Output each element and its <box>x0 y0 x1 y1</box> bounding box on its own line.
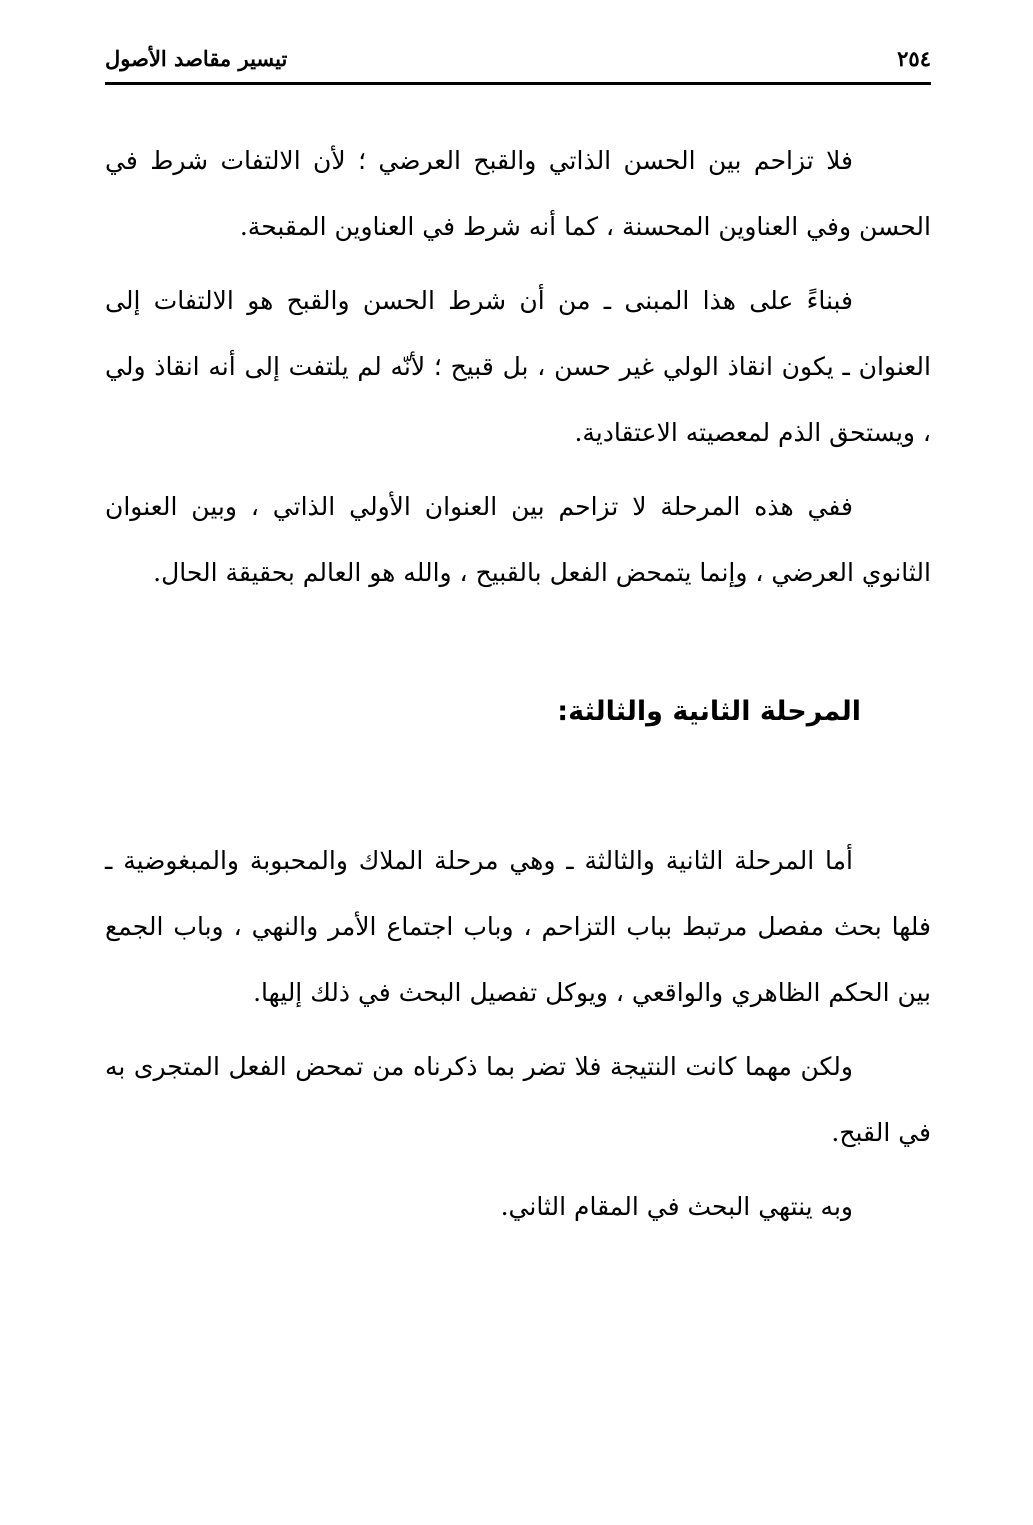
paragraph: ولكن مهما كانت النتيجة فلا تضر بما ذكرناه من تمحض الفعل المتجرى به في القبح. <box>105 1052 931 1147</box>
page-body <box>105 128 931 1248</box>
paragraph: أما المرحلة الثانية والثالثة ـ وهي مرحلة الملاك والمحبوبة والمبغوضية ـ فلها بحث مفصل مرتبط بباب التزاحم ، وباب اجتماع الأمر والنهي ، وباب الجمع بين الحكم الظاهري والواقعي ، ويوكل تفصيل البحث في ذلك إليها. <box>105 846 931 1007</box>
paragraph: فبناءً على هذا المبنى ـ من أن شرط الحسن والقبح هو الالتفات إلى العنوان ـ يكون انقاذ الولي غير حسن ، بل قبيح ؛ لأنّه لم يلتفت إلى أنه انقاذ ولي ، ويستحق الذم لمعصيته الاعتقادية. <box>105 286 931 447</box>
header-rule <box>105 82 931 85</box>
paragraph: ففي هذه المرحلة لا تزاحم بين العنوان الأولي الذاتي ، وبين العنوان الثانوي العرضي ، وإنما يتمحض الفعل بالقبيح ، والله هو العالم بحقيقة الحال. <box>105 492 931 587</box>
book-title: تيسير مقاصد الأصول <box>105 46 288 71</box>
paragraph: وبه ينتهي البحث في المقام الثاني. <box>500 1192 853 1221</box>
section-heading: المرحلة الثانية والثالثة: <box>557 696 861 727</box>
running-header <box>105 38 931 80</box>
page-number: ٢٥٤ <box>897 46 931 71</box>
book-page <box>105 38 931 1498</box>
paragraph: فلا تزاحم بين الحسن الذاتي والقبح العرضي ؛ لأن الالتفات شرط في الحسن وفي العناوين المحسنة ، كما أنه شرط في العناوين المقبحة. <box>105 146 931 241</box>
